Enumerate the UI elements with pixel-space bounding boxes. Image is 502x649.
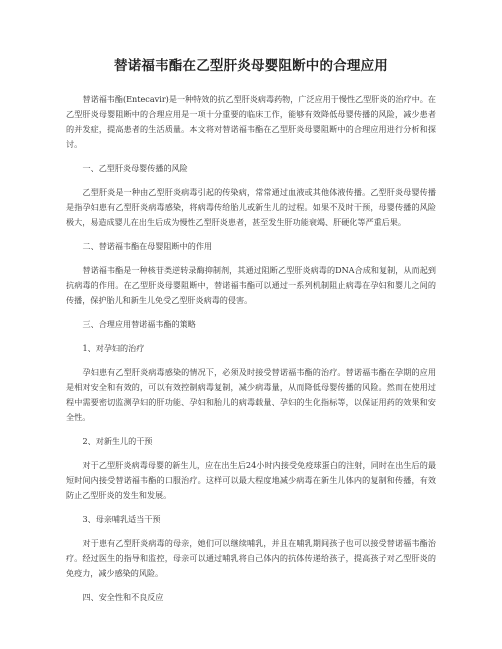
section-paragraph-1: 乙型肝炎是一种由乙型肝炎病毒引起的传染病，常常通过血液或其他体液传播。乙型肝炎母婴传播是指孕妇患有乙型肝炎病毒感染，将病毒传给胎儿或新生儿的过程。如果不及时干预，母婴传播的风险极大，易造成婴儿在出生后成为慢性乙型肝炎患者，甚至发生肝功能衰竭、肝硬化等严重后果。 (66, 187, 436, 227)
subsection-paragraph-2: 对于乙型肝炎病毒母婴的新生儿，应在出生后24小时内接受免疫球蛋白的注射，同时在出生后的最短时间内接受替诺福韦酯的口服治疗。这样可以最大程度地减少病毒在新生儿体内的复制和传播，有效防止乙型肝炎的发生和发展。 (66, 460, 436, 500)
document-body (66, 92, 436, 614)
subsection-paragraph-1: 孕妇患有乙型肝炎病毒感染的情况下，必须及时接受替诺福韦酯的治疗。替诺福韦酯在孕期的应用是相对安全和有效的，可以有效控制病毒复制，减少病毒量，从而降低母婴传播的风险。然而在使用过程中需要密切监测孕妇的肝功能、孕妇和胎儿的病毒载量、孕妇的生化指标等，以保证用药的效果和安全性。 (66, 367, 436, 422)
subsection-heading-2: 2、对新生儿的干预 (82, 436, 153, 446)
intro-paragraph: 替诺福韦酯(Entecavir)是一种特效的抗乙型肝炎病毒药物，广泛应用于慢性乙型肝炎的治疗中。在乙型肝炎母婴阻断中的合理应用是一项十分重要的临床工作，能够有效降低母婴传播的风险，减少患者的并发症，提高患者的生活质量。本文将对替诺福韦酯在乙型肝炎母婴阻断中的合理应用进行分析和探讨。 (66, 94, 436, 149)
subsection-heading-1: 1、对孕妇的治疗 (82, 343, 145, 353)
section-heading-4: 四、安全性和不良反应 (82, 592, 164, 602)
section-heading-2: 二、替诺福韦酯在母婴阻断中的作用 (82, 241, 213, 251)
section-paragraph-2: 替诺福韦酯是一种核苷类逆转录酶抑制剂，其通过阻断乙型肝炎病毒的DNA合成和复制，从而起到抗病毒的作用。在乙型肝炎母婴阻断中，替诺福韦酯可以通过一系列机制阻止病毒在孕妇和婴儿之间的传播，保护胎儿和新生儿免受乙型肝炎病毒的侵害。 (66, 265, 436, 305)
document-title: 替诺福韦酯在乙型肝炎母婴阻断中的合理应用 (114, 58, 388, 74)
subsection-heading-3: 3、母亲哺乳适当干预 (82, 514, 161, 524)
section-heading-1: 一、乙型肝炎母婴传播的风险 (82, 163, 188, 173)
section-heading-3: 三、合理应用替诺福韦酯的策略 (82, 319, 196, 329)
subsection-paragraph-3: 对于患有乙型肝炎病毒的母亲，她们可以继续哺乳，并且在哺乳期间孩子也可以接受替诺福韦酯治疗。经过医生的指导和监控，母亲可以通过哺乳将自己体内的抗体传递给孩子，提高孩子对乙型肝炎的免疫力，减少感染的风险。 (66, 538, 436, 578)
